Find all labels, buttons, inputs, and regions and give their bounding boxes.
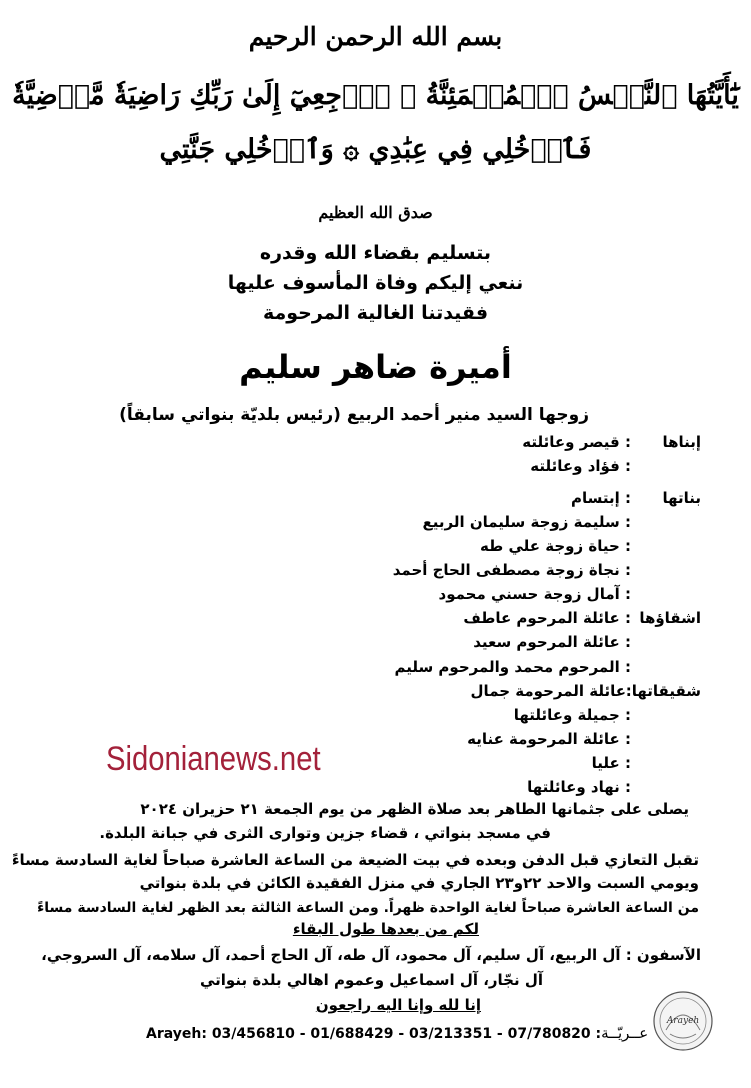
- arayeh-logo-icon: [652, 990, 714, 1052]
- family-entry: : فؤاد وعائلته: [530, 457, 631, 475]
- brothers-label: اشقاؤها: [639, 609, 701, 627]
- family-entry: : قيصر وعائلته: [522, 433, 631, 451]
- family-entry: : عائلة المرحوم عاطف: [463, 609, 631, 627]
- family-entry: : آمال زوجة حسني محمود: [438, 585, 631, 603]
- family-entry: : عليا: [591, 754, 631, 772]
- footer-contact: [146, 1024, 648, 1042]
- sons-label: إبناها: [662, 433, 701, 451]
- condolences-line-3: من الساعة العاشرة صباحاً لغاية الواحدة ظهراً. ومن الساعة الثالثة بعد الظهر لغاية السادسة مساءً: [37, 900, 699, 916]
- family-entry: : جميلة وعائلتها: [513, 706, 631, 724]
- family-entry: عائلة المرحومة جمال: [470, 682, 626, 700]
- quran-verse-line-1: يَٰٓأَيَّتُهَا ٱلنَّفۡسُ ٱلۡمُطۡمَئِنَّةُ ۞ ٱرۡجِعِيٓ إِلَىٰ رَبِّكِ رَاضِيَةٗ مَّرۡضِيَّةٗ: [12, 80, 739, 111]
- family-entry: : حياة زوجة علي طه: [480, 537, 631, 555]
- condolences-line-1: تقبل التعازي قبل الدفن وبعده في بيت الضيعة من الساعة العاشرة صباحاً لغاية السادسة مساءً: [11, 851, 699, 869]
- sadaq-allah: صدق الله العظيم: [318, 203, 433, 222]
- announcement-line-3: فقيدتنا الغالية المرحومة: [262, 302, 489, 324]
- footer-brand-latin: Arayeh: [146, 1026, 202, 1042]
- closing-line: إنا لله وإنا اليه راجعون: [315, 996, 481, 1014]
- mourners-line-1: الآسفون : آل الربيع، آل سليم، آل محمود، آل طه، آل الحاج أحمد، آل سلامه، آل السروجي،: [41, 946, 701, 964]
- deceased-name: أميرة ضاهر سليم: [239, 348, 512, 386]
- announcement-line-2: ننعي إليكم وفاة المأسوف عليها: [227, 272, 524, 294]
- svg-text:Arayeh: Arayeh: [666, 1016, 700, 1026]
- family-entry: : عائلة المرحومة عنايه: [467, 730, 631, 748]
- condolences-line-2: ويومي السبت والاحد ٢٢و٢٣ الجاري في منزل الفقيدة الكائن في بلدة بنواتي: [139, 874, 699, 892]
- funeral-line-2: في مسجد بنواتي ، قضاء جزين وتوارى الثرى في جبانة البلدة.: [99, 824, 551, 842]
- prayer-line: لكم من بعدها طول البقاء: [292, 920, 479, 938]
- footer-brand-arabic: عــريّــة: [601, 1024, 649, 1042]
- mourners-line-2: آل نجّار، آل اسماعيل وعموم اهالي بلدة بنواتي: [199, 971, 543, 989]
- daughters-label: بناتها: [662, 489, 701, 507]
- family-entry: : عائلة المرحوم سعيد: [473, 633, 631, 651]
- family-entry: : المرحوم محمد والمرحوم سليم: [394, 658, 631, 676]
- sisters-label: شقيقاتها:: [625, 682, 701, 700]
- family-entry: : سليمة زوجة سليمان الربيع: [422, 513, 631, 531]
- quran-verse-line-2: فَٱدۡخُلِي فِي عِبَٰدِي ۞ وَٱدۡخُلِي جَنَّتِي: [159, 134, 592, 165]
- family-entry: : نهاد وعائلتها: [527, 778, 631, 796]
- watermark: Sidonianews.net: [106, 740, 321, 778]
- funeral-line-1: يصلى على جثمانها الطاهر بعد صلاة الظهر من يوم الجمعة ٢١ حزيران ٢٠٢٤: [140, 800, 689, 818]
- family-entry: : نجاة زوجة مصطفى الحاج أحمد: [392, 561, 631, 579]
- footer-phones: : 03/456810 - 01/688429 - 03/213351 - 07/780820 :: [201, 1026, 602, 1042]
- announcement-line-1: بتسليم بقضاء الله وقدره: [259, 242, 492, 264]
- basmala: بسم الله الرحمن الرحيم: [248, 22, 503, 51]
- family-entry: : إبتسام: [570, 489, 631, 507]
- husband-line: زوجها السيد منير أحمد الربيع (رئيس بلديّة بنواتي سابقاً): [119, 405, 589, 425]
